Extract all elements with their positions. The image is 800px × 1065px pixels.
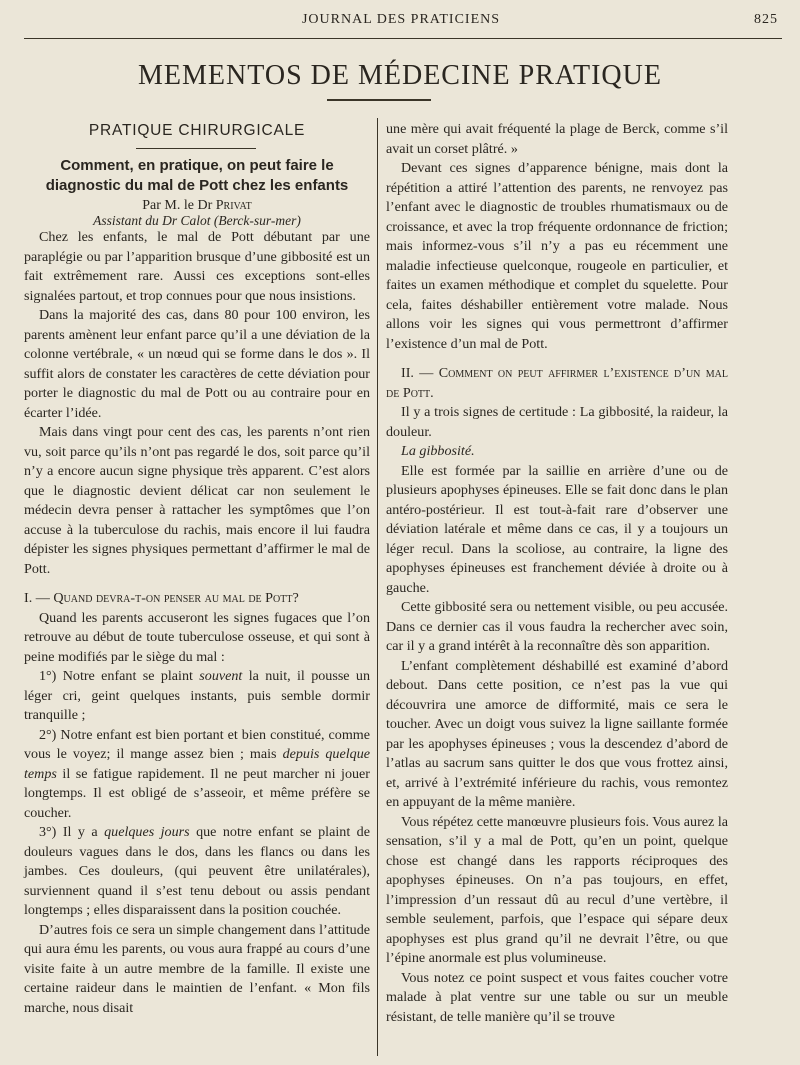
article-title: Comment, en pratique, on peut faire le diagnostic du mal de Pott chez les enfants — [45, 157, 349, 194]
paragraph: Elle est formée par la saillie en arrière d’une ou de plusieurs apophyses épineuses. Elle se fait donc dans le plan antéro-postérieur. Il est tout-à-fait rare d’observer une déviation latérale et même dans ce cas, il y a toujours un léger recul. Dans la scoliose, au contraire, la ligne des apophyses épineuses est franchement déviée à droite ou à gauche. — [386, 462, 728, 596]
column-divider — [377, 118, 378, 1056]
paragraph: Vous répétez cette manœuvre plusieurs fois. Vous aurez la sensation, s’il y a mal de Pott, qu’en un point, quelque chose est changé dans les rapports réciproques des apophyses épineuses. On n’a pas toujours, en effet, l’impression d’un ressaut dû au recul d’une vertèbre, il semble seulement, parfois, que l’espace qui sépare deux apophyses est plus grand qu’il ne devrait l’être, ou que l’épine anormale est plus volumineuse. — [386, 813, 728, 966]
heading-section-ii — [386, 364, 728, 403]
paragraph: Vous notez ce point suspect et vous faites coucher votre malade à plat ventre sur une table ou sur un meuble résistant, de telle manière qu’il se trouve — [386, 969, 728, 1025]
paragraph: D’autres fois ce sera un simple changement dans l’attitude qui aura ému les parents, ou vous aura frappé au cours d’une visite faite à un autre membre de la famille. Il existe une certaine raideur dans le maintien de l’enfant. « Mon fils marche, nous disait — [24, 921, 370, 1016]
subheading: La gibbosité. — [401, 443, 475, 459]
list-item — [24, 726, 370, 824]
paragraph: Chez les enfants, le mal de Pott débutant par une paraplégie ou par l’apparition brusque d’une gibbosité est un fait extrêmement rare. Aussi ces exceptions sont-elles signalées partout, et trop connues pour que nous insistions. — [24, 229, 370, 304]
list-text: la nuit, il pousse un léger cri, geint quelques instants, puis semble dormir tranquille ; — [24, 668, 371, 723]
list-text: 3°) Il y a — [39, 824, 105, 840]
paragraph: Cette gibbosité sera ou nettement visible, ou peu accusée. Dans ce dernier cas il vous faudra la rechercher avec soin, car il y a grand intérêt à la reconnaître dès son apparition. — [386, 599, 728, 654]
heading-number: I. — — [24, 590, 54, 606]
main-title: MEMENTOS DE MÉDECINE PRATIQUE — [138, 60, 662, 91]
paragraph: Quand les parents accuseront les signes fugaces que l’on retrouve au début de toute tuberculose osseuse, et qui sont à peine modifiés par le siège du mal : — [24, 609, 370, 665]
list-text: 2°) Notre enfant est bien portant et bien constitué, comme vous le voyez; il mange assez bien ; mais — [24, 726, 370, 762]
heading-number: II. — — [401, 365, 439, 381]
journal-name: JOURNAL DES PRATICIENS — [301, 12, 501, 27]
paragraph: une mère qui avait fréquenté la plage de Berck, comme s’il avait un corset plâtré. » — [386, 121, 728, 157]
list-text: 1°) Notre enfant se plaint — [39, 668, 200, 684]
paragraph: Mais dans vingt pour cent des cas, les parents n’ont rien vu, soit parce qu’ils n’ont pas regardé le dos, soit parce qu’il n’y a encore aucun signe physique très apparent. C’est alors que le diagnostic devient délicat car non seulement le médecin devra penser à rattacher les symptômes que l’on accuse à la tuberculose du rachis, mais encore il lui faudra dépister les signes physiques permettant d’affirmer le mal de Pott. — [24, 424, 370, 577]
list-text: il se fatigue rapidement. Il ne peut marcher ni jouer longtemps. Il est obligé de s’asseoir, et même préfère se coucher. — [24, 765, 370, 821]
left-column — [24, 228, 370, 1018]
header-rule — [24, 38, 782, 39]
author-affiliation: Assistant du Dr Calot (Berck-sur-mer) — [93, 213, 301, 228]
paragraph: Devant ces signes d’apparence bénigne, mais dont la répétition a attiré l’attention des parents, ne renvoyez pas l’enfant avec le diagnostic de troubles rhumatismaux ou de croissance, et avec la trop fréquente ordonnance de friction; mais informez-vous s’il n’y a pas eu récemment une maladie infectieuse quelconque, rougeole en particulier, et faites un examen méthodique et complet du squelette. Pour cela, faites déshabiller entièrement votre malade. Nous allons voir les signes qui vous permettront d’affirmer l’existence d’un mal de Pott. — [386, 160, 728, 352]
title-rule — [327, 99, 431, 101]
emphasis: quelques jours — [104, 824, 190, 840]
list-item — [24, 823, 370, 921]
heading-section-i — [24, 589, 370, 609]
byline — [24, 197, 370, 214]
section-title: PRATIQUE CHIRURGICALE — [88, 122, 306, 139]
list-text: que notre enfant se plaint de douleurs vagues dans le dos, dans les flancs ou dans les jambes. Ces douleurs, (qui peuvent être unilatérales), surviennent quand il s’est tenu debout ou assis pendant longtemps ; elles disparaissent dans la position couchée. — [24, 824, 370, 918]
list-item — [24, 667, 370, 726]
right-column — [386, 120, 728, 1027]
section-rule — [136, 148, 256, 149]
author-name: Privat — [215, 198, 252, 213]
emphasis: souvent — [199, 668, 243, 684]
heading-text: Quand devra-t-on penser au mal de Pott? — [53, 590, 299, 606]
paragraph: Il y a trois signes de certitude : La gibbosité, la raideur, la douleur. — [386, 404, 728, 440]
page-number: 825 — [754, 12, 778, 27]
heading-text: Comment on peut affirmer l’existence d’un mal de Pott. — [386, 365, 728, 401]
byline-prefix: Par M. le Dr — [142, 198, 216, 213]
paragraph: L’enfant complètement déshabillé est examiné d’abord debout. Dans cette position, ce n’est pas la vue qui découvrira une amorce de difformité, mais ce sera le toucher. Avec un doigt vous suivez la ligne saillante formée par les apophyses épineuses ; vous la descendez d’abord de l’atlas au sacrum sans quitter le dos que vous frottez ainsi, et, arrivé à l’extrémité inférieure du rachis, vous remontez en appuyant de la même manière. — [386, 657, 728, 810]
running-head — [24, 12, 778, 36]
emphasis: depuis quelque temps — [24, 746, 371, 782]
paragraph: Dans la majorité des cas, dans 80 pour 100 environ, les parents amènent leur enfant parce qu’il a une déviation de la colonne vertébrale, « un nœud qui se forme dans le dos ». Il suffit alors de constater les caractères de cette déviation pour porter le diagnostic du mal de Pott ou au contraire pour en écarter l’idée. — [24, 307, 370, 421]
